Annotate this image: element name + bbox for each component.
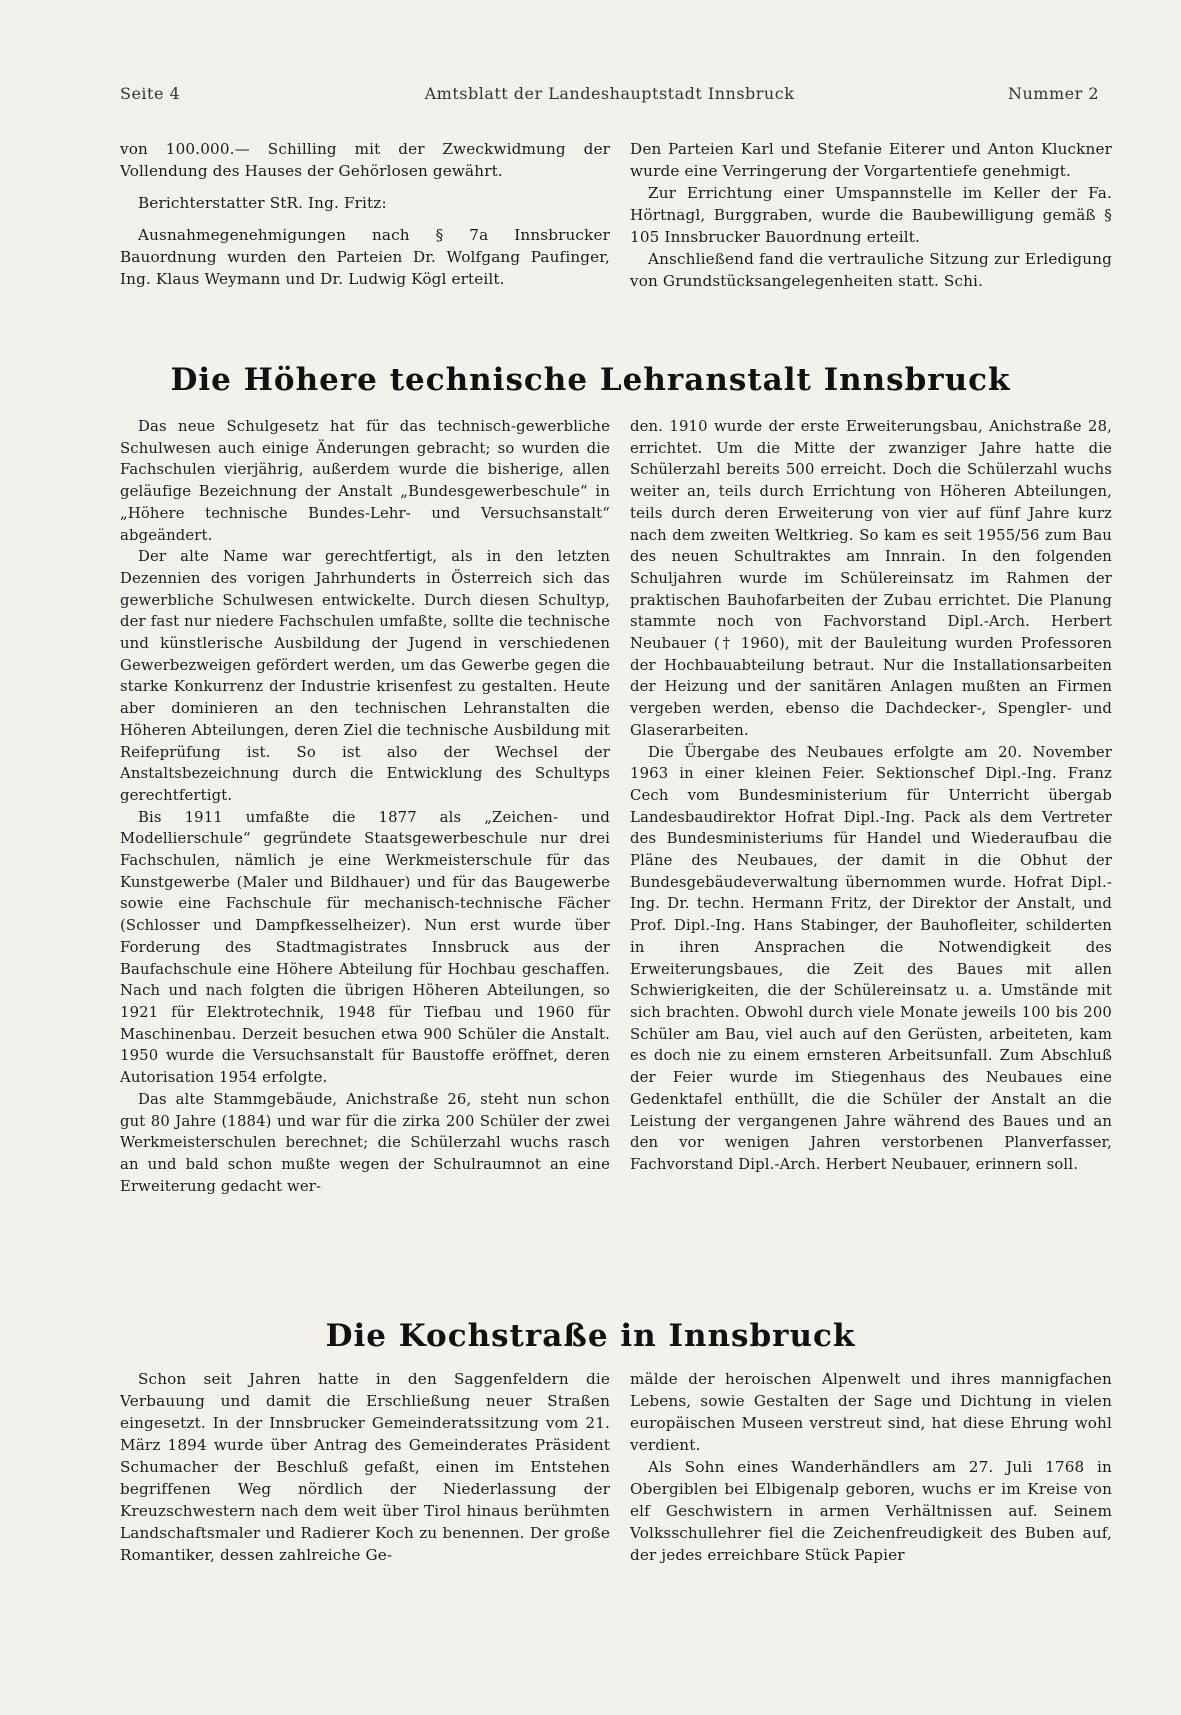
- paragraph: Den Parteien Karl und Stefanie Eiterer und Anton Kluckner wurde eine Verringerung der Vorgartentiefe genehmigt.: [630, 140, 1112, 180]
- paragraph: Berichterstatter StR. Ing. Fritz:: [138, 194, 387, 212]
- issue-number: Nummer 2: [1007, 84, 1099, 103]
- page-number: Seite 4: [120, 84, 181, 103]
- article2-left-column: [120, 1368, 610, 1566]
- paragraph: mälde der heroischen Alpenwelt und ihres mannigfachen Lebens, sowie Gestalten der Sage und Dichtung in vielen europäischen Museen verstreut sind, hat diese Ehrung wohl verdient.: [630, 1370, 1112, 1454]
- paragraph: Ausnahmegenehmigungen nach § 7a Innsbrucker Bauordnung wurden den Parteien Dr. Wolfgang Paufinger, Ing. Klaus Weymann und Dr. Ludwig Kögl erteilt.: [120, 226, 610, 288]
- paragraph: Schon seit Jahren hatte in den Saggenfeldern die Verbauung und damit die Erschließung neuer Straßen eingesetzt. In der Innsbrucker Gemeinderatssitzung vom 21. März 1894 wurde über Antrag des Gemeinderates Präsident Schumacher der Beschluß gefaßt, einen im Entstehen begriffenen Weg nördlich der Niederlassung der Kreuzschwestern nach dem weit über Tirol hinaus berühmten Landschaftsmaler und Radierer Koch zu benennen. Der große Romantiker, dessen zahlreiche Ge-: [120, 1370, 610, 1564]
- paragraph: Das alte Stammgebäude, Anichstraße 26, steht nun schon gut 80 Jahre (1884) und war für die zirka 200 Schüler der zwei Werkmeisterschulen berechnet; die Schülerzahl wuchs rasch an und bald schon mußte wegen der Schulraumnot an eine Erweiterung gedacht wer-: [120, 1090, 610, 1195]
- article1-right-column: [630, 416, 1112, 1176]
- article-title-kochstrasse: Die Kochstraße in Innsbruck: [325, 1318, 856, 1354]
- paragraph: Anschließend fand die vertrauliche Sitzung zur Erledigung von Grundstücksangelegenheiten statt. Schi.: [630, 250, 1112, 290]
- paragraph: den. 1910 wurde der erste Erweiterungsbau, Anichstraße 28, errichtet. Um die Mitte der zwanziger Jahre hatte die Schülerzahl bereits 500 erreicht. Doch die Schülerzahl wuchs weiter an, teils durch Errichtung von Höheren Abteilungen, teils durch deren Erweiterung von vier auf fünf Jahre kurz nach dem zweiten Weltkrieg. So kam es seit 1955/56 zum Bau des neuen Schultraktes am Innrain. In den folgenden Schuljahren wurde im Schülereinsatz im Rahmen der praktischen Bauhofarbeiten der Zubau errichtet. Die Planung stammte noch von Fachvorstand Dipl.-Arch. Herbert Neubauer († 1960), mit der Bauleitung wurden Professoren der Hochbauabteilung betraut. Nur die Installationsarbeiten der Heizung und der sanitären Anlagen mußten an Firmen vergeben werden, ebenso die Dachdecker-, Spengler- und Glaserarbeiten.: [630, 418, 1112, 739]
- article1-left-column: [120, 416, 610, 1197]
- publication-title: Amtsblatt der Landeshauptstadt Innsbruck: [424, 84, 795, 103]
- paragraph: Das neue Schulgesetz hat für das technisch-gewerbliche Schulwesen auch einige Änderungen gebracht; so wurden die Fachschulen vierjährig, außerdem wurde die bisherige, allen geläufige Bezeichnung der Anstalt „Bundesgewerbeschule“ in „Höhere technische Bundes-Lehr- und Versuchsanstalt“ abgeändert.: [120, 418, 610, 544]
- top-right-column: [630, 138, 1112, 292]
- running-header: [120, 84, 1099, 106]
- top-left-column: [120, 138, 610, 290]
- paragraph: Der alte Name war gerechtfertigt, als in den letzten Dezennien des vorigen Jahrhunderts in Österreich sich das gewerbliche Schulwesen entwickelte. Durch diesen Schultyp, der fast nur niedere Fachschulen umfaßte, sollte die technische und künstlerische Ausbildung der Jugend in verschiedenen Gewerbezweigen gefördert werden, um das Gewerbe gegen die starke Konkurrenz der Industrie krisenfest zu gestalten. Heute aber dominieren an den technischen Lehranstalten die Höheren Abteilungen, deren Ziel die technische Ausbildung mit Reifeprüfung ist. So ist also der Wechsel der Anstaltsbezeichnung durch die Entwicklung des Schultyps gerechtfertigt.: [120, 548, 610, 804]
- paragraph: von 100.000.— Schilling mit der Zweckwidmung der Vollendung des Hauses der Gehörlosen gewährt.: [120, 140, 610, 180]
- paragraph: Die Übergabe des Neubaues erfolgte am 20. November 1963 in einer kleinen Feier. Sektionschef Dipl.-Ing. Franz Cech vom Bundesministerium für Unterricht übergab Landesbaudirektor Hofrat Dipl.-Ing. Pack als dem Vertreter des Bundesministeriums für Handel und Wiederaufbau die Pläne des Neubaues, der damit in die Obhut der Bundesgebäudeverwaltung übernommen wurde. Hofrat Dipl.-Ing. Dr. techn. Hermann Fritz, der Direktor der Anstalt, und Prof. Dipl.-Ing. Hans Stabinger, der Bauhofleiter, schilderten in ihren Ansprachen die Notwendigkeit des Erweiterungsbaues, die Zeit des Baues mit allen Schwierigkeiten, die der Schülereinsatz u. a. Umstände mit sich brachten. Obwohl durch viele Monate jeweils 100 bis 200 Schüler am Bau, viel auch auf den Gerüsten, arbeiteten, kam es doch nie zu einem ernsteren Arbeitsunfall. Zum Abschluß der Feier wurde im Stiegenhaus des Neubaues eine Gedenktafel enthüllt, die die Schüler der Anstalt an die Leistung der vergangenen Jahre während des Baues und an den vor wenigen Jahren verstorbenen Planverfasser, Fachvorstand Dipl.-Arch. Herbert Neubauer, erinnern soll.: [630, 743, 1112, 1173]
- paragraph: Zur Errichtung einer Umspannstelle im Keller der Fa. Hörtnagl, Burggraben, wurde die Baubewilligung gemäß § 105 Innsbrucker Bauordnung erteilt.: [630, 184, 1112, 246]
- paragraph: Als Sohn eines Wanderhändlers am 27. Juli 1768 in Obergiblen bei Elbigenalp geboren, wuchs er im Kreise von elf Geschwistern in armen Verhältnissen auf. Seinem Volksschullehrer fiel die Zeichenfreudigkeit des Buben auf, der jedes erreichbare Stück Papier: [630, 1458, 1112, 1564]
- article-title-htl: Die Höhere technische Lehranstalt Innsbruck: [170, 362, 1011, 398]
- article2-right-column: [630, 1368, 1112, 1566]
- paragraph: Bis 1911 umfaßte die 1877 als „Zeichen- und Modellierschule“ gegründete Staatsgewerbeschule nur drei Fachschulen, nämlich je eine Werkmeisterschule für das Kunstgewerbe (Maler und Bildhauer) und für das Baugewerbe sowie eine Fachschule für mechanisch-technische Fächer (Schlosser und Dampfkesselheizer). Nun erst wurde über Forderung des Stadtmagistrates Innsbruck aus der Baufachschule eine Höhere Abteilung für Hochbau geschaffen. Nach und nach folgten die übrigen Höheren Abteilungen, so 1921 für Elektrotechnik, 1948 für Tiefbau und 1960 für Maschinenbau. Derzeit besuchen etwa 900 Schüler die Anstalt. 1950 wurde die Versuchsanstalt für Baustoffe eröffnet, deren Autorisation 1954 erfolgte.: [120, 808, 610, 1087]
